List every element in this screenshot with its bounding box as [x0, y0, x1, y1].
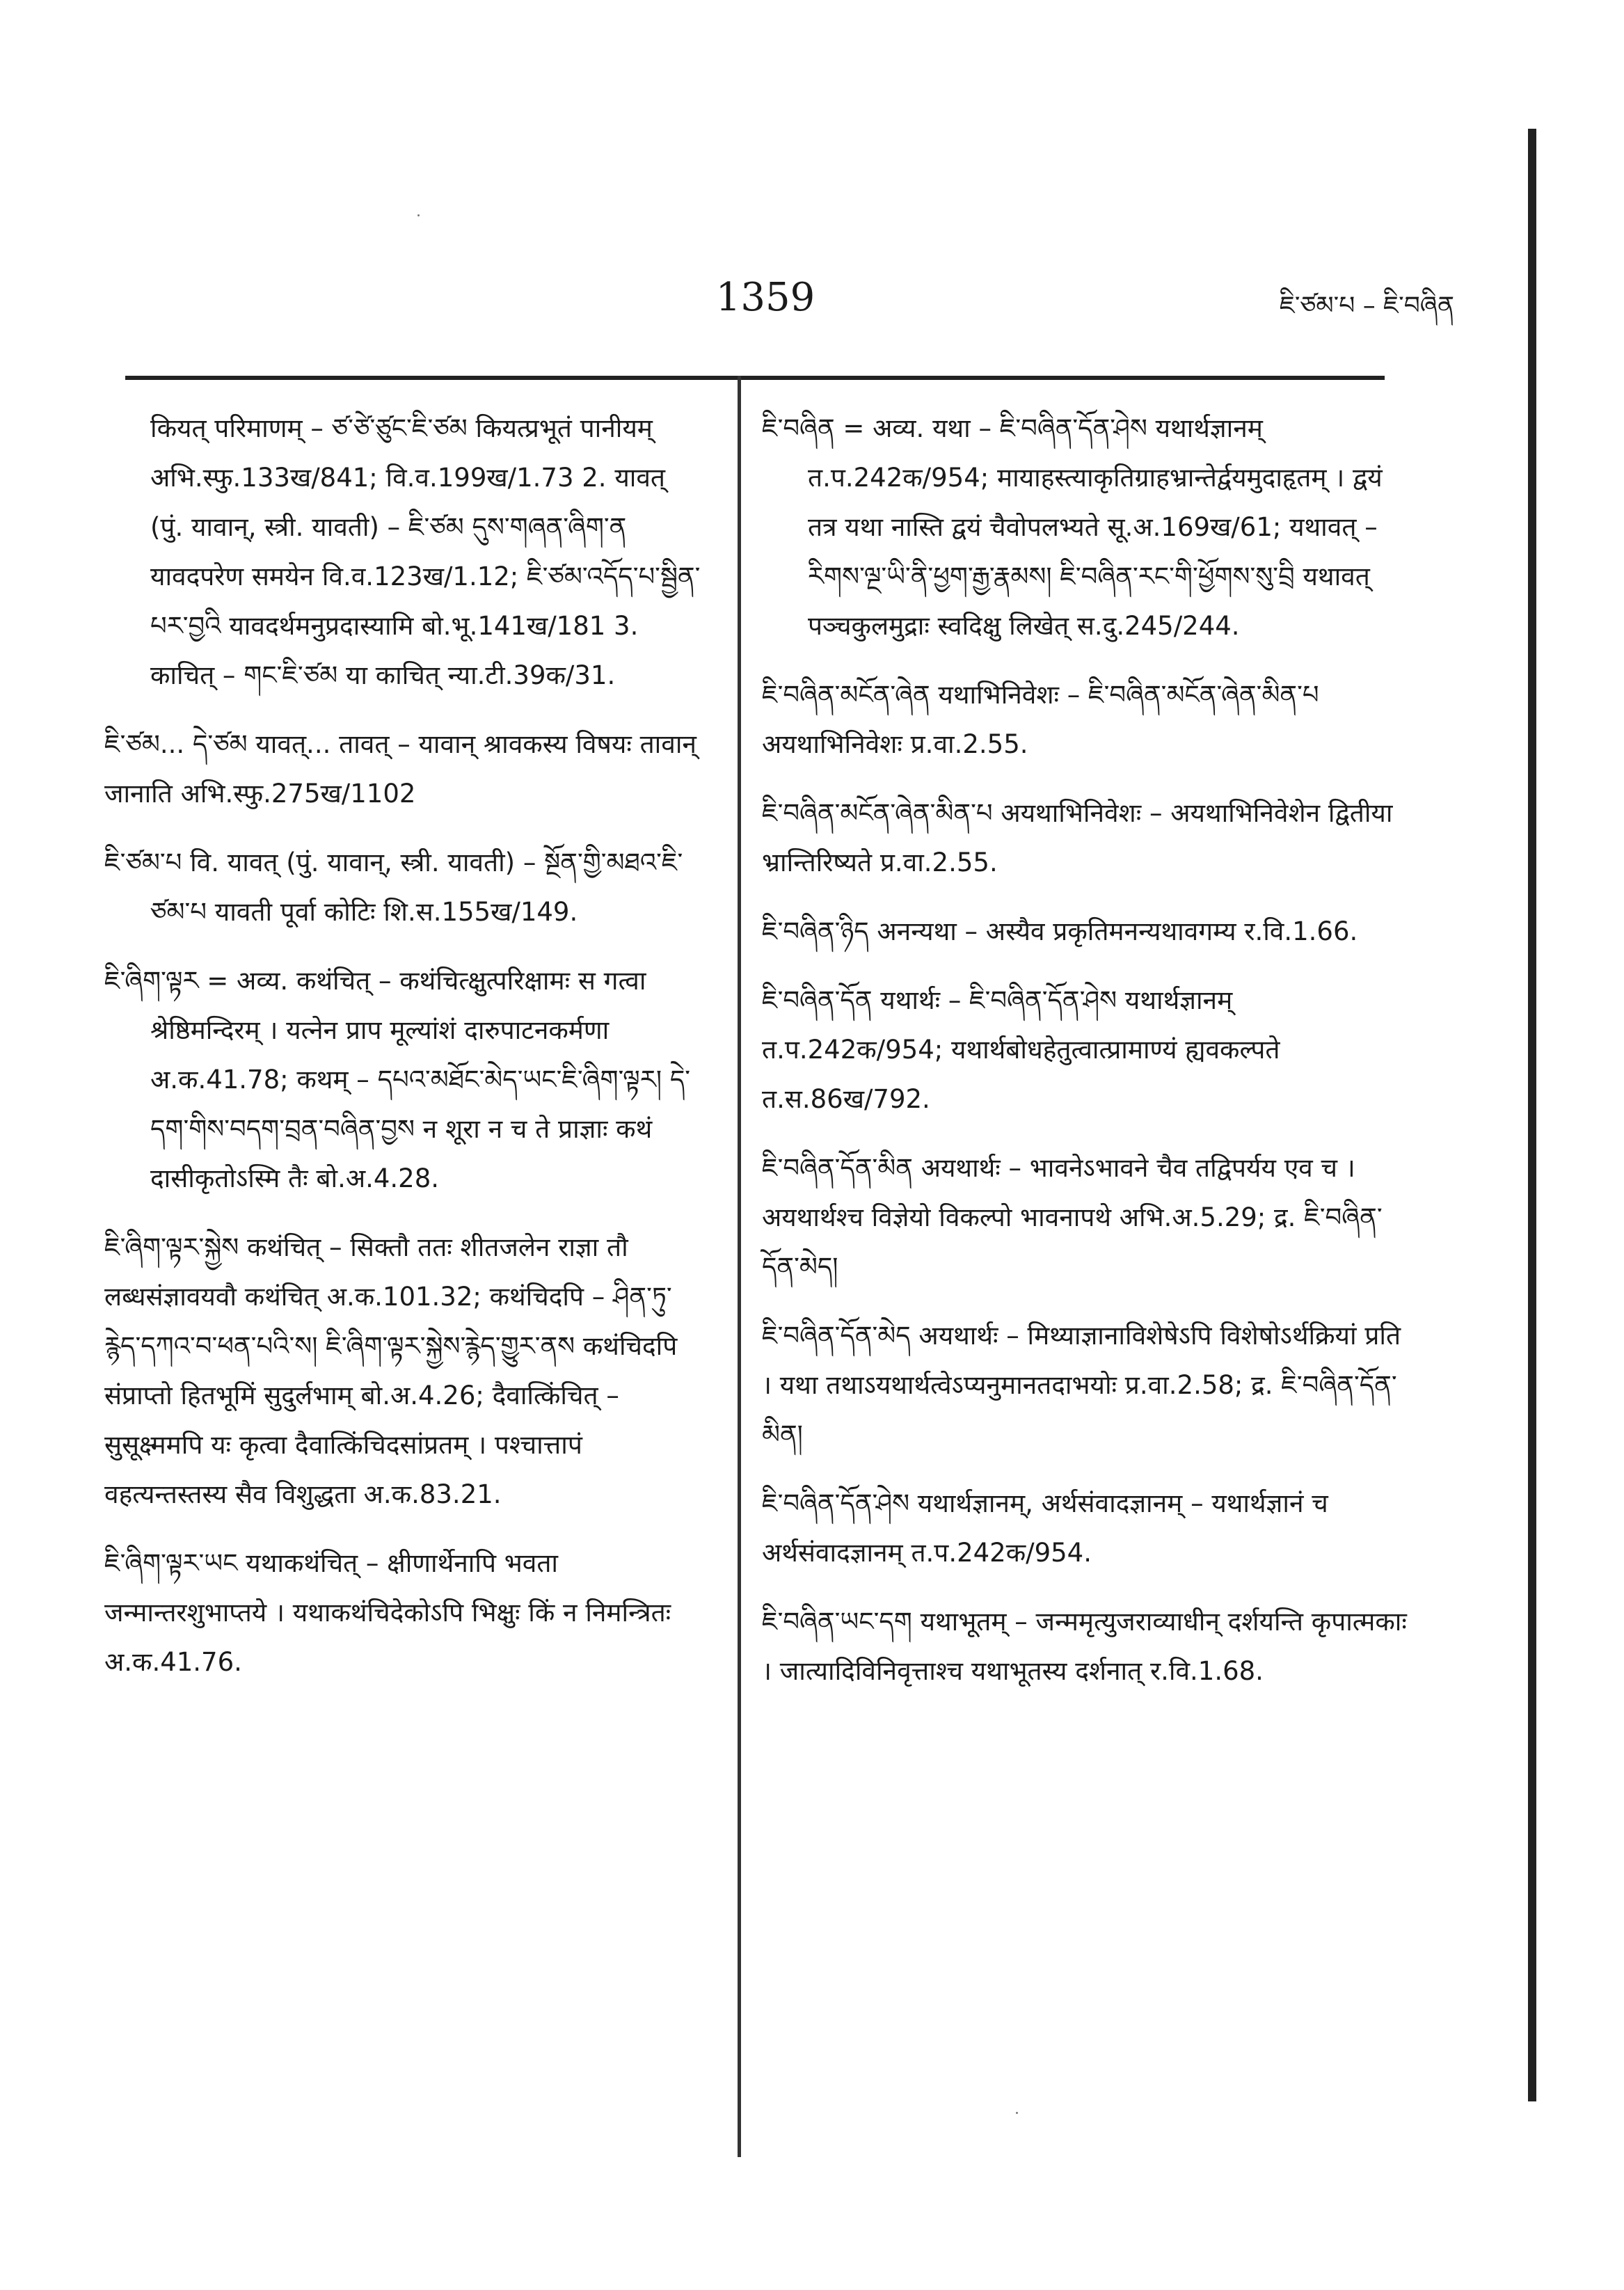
dictionary-entry: ཇི་བཞིན་ཡང་དག यथाभूतम् – जन्ममृत्युजराव्याधीन् दर्शयन्ति कृपात्मकाः । जात्यादिविनिवृत्ताश्च यथाभूतस्य दर्शनात् र.वि.1.68.: [762, 1607, 1407, 1686]
dictionary-entry: ཇི་བཞིན་མངོན་ཞེན यथाभिनिवेशः – ཇི་བཞིན་མངོན་ཞེན་མིན་པ अयथाभिनिवेशः प्र.वा.2.55.: [762, 680, 1319, 759]
column-divider: [738, 376, 741, 2157]
right-column: [762, 404, 1409, 1715]
running-head: ཇི་ཙམ་པ – ཇི་བཞིན: [1279, 292, 1454, 320]
page-number: 1359: [715, 275, 815, 320]
dictionary-entry: ཇི་བཞིན = अव्य. यथा – ཇི་བཞིན་དོན་ཤེས यथार्थज्ञानम् त.प.242क/954; मायाहस्त्याकृतिग्राहभ्रान्तेर्द्वयमुदाहृतम् । द्वयं तत्र यथा नास्ति द्वयं चैवोपलभ्यते सू.अ.169ख/61; यथावत् – རིགས་ལྔ་ཡི་ནི་ཕྱག་རྒྱ་རྣམས། ཇི་བཞིན་རང་གི་ཕྱོགས་སུ་བྲི यथावत् पञ्चकुलमुद्राः स्वदिक्षु लिखेत् स.दु.245/244.: [762, 413, 1383, 641]
scan-speck: [1016, 2112, 1018, 2114]
dictionary-entry: ཇི་བཞིན་དོན यथार्थः – ཇི་བཞིན་དོན་ཤེས यथार्थज्ञानम् त.प.242क/954; यथार्थबोधहेतुत्वात्प्रामाण्यं ह्यवकल्पते त.स.86ख/792.: [762, 985, 1280, 1114]
dictionary-entry: ཇི་ཞིག་ལྟར = अव्य. कथंचित् – कथंचित्क्षुत्परिक्षामः स गत्वा श्रेष्ठिमन्दिरम् । यत्नेन प्राप मूल्यांशं दारुपाटनकर्मणा अ.क.41.78; कथम् – དཔའ་མཐོང་མེད་ཡང་ཇི་ཞིག་ལྟར། དེ་དག་གིས་བདག་བྲན་བཞིན་བྱས न शूरा न च ते प्राज्ञाः कथं दासीकृतोऽस्मि तैः बो.अ.4.28.: [104, 966, 691, 1193]
scan-speck: [417, 214, 420, 216]
dictionary-entry: ཇི་ཙམ... དེ་ཙམ यावत्... तावत् – यावान् श्रावकस्य विषयः तावान् जानाति अभि.स्फु.275ख/1102: [104, 729, 696, 809]
dictionary-entry: ཇི་བཞིན་མངོན་ཞེན་མིན་པ अयथाभिनिवेशः – अयथाभिनिवेशेन द्वितीया भ्रान्तिरिष्यते प्र.वा.2.55.: [762, 798, 1393, 877]
dictionary-entry: ཇི་བཞིན་དོན་ཤེས यथार्थज्ञानम्, अर्थसंवादज्ञानम् – यथार्थज्ञानं च अर्थसंवादज्ञानम् त.प.242क/954.: [762, 1488, 1328, 1568]
left-column: [104, 404, 703, 1706]
header-rule: [125, 376, 1385, 380]
dictionary-entry: कियत् परिमाणम् – ཙ་ཙེ་ཙུང་ཇི་ཙམ कियत्प्रभूतं पानीयम् अभि.स्फु.133ख/841; वि.व.199ख/1.73 2. यावत् (पुं. यावान्, स्त्री. यावती) – ཇི་ཙམ དུས་གཞན་ཞིག་ན यावदपरेण समयेन वि.व.123ख/1.12; ཇི་ཙམ་འདོད་པ་སྦྱིན་པར་བྱའི यावदर्थमनुप्रदास्यामि बो.भू.141ख/181 3. काचित् – གང་ཇི་ཙམ या काचित् न्या.टी.39क/31.: [150, 413, 701, 690]
dictionary-entry: ཇི་བཞིན་དོན་མེད अयथार्थः – मिथ्याज्ञानाविशेषेऽपि विशेषोऽर्थक्रियां प्रति । यथा तथाऽयथार्थत्वेऽप्यनुमानतदाभयोः प्र.वा.2.58; द्र. ཇི་བཞིན་དོན་མིན།: [762, 1321, 1401, 1449]
margin-rule: [1528, 129, 1536, 2101]
dictionary-entry: ཇི་ཞིག་ལྟར་སྐྱེས कथंचित् – सिक्तौ ततः शीतजलेन राज्ञा तौ लब्धसंज्ञावयवौ कथंचित् अ.क.101.32; कथंचिदपि – ཤིན་ཏུ་རྙེད་དཀའ་བ་ཕན་པའི་ས། ཇི་ཞིག་ལྟར་སྐྱེས་རྙེད་གྱུར་ནས कथंचिदपि संप्राप्तो हितभूमिं सुदुर्लभाम् बो.अ.4.26; दैवात्किंचित् – सुसूक्ष्ममपि यः कृत्वा दैवात्किंचिदसांप्रतम् । पश्चात्तापं वहत्यन्तस्तस्य सैव विशुद्धता अ.क.83.21.: [104, 1232, 678, 1509]
dictionary-entry: ཇི་བཞིན་ཉིད अनन्यथा – अस्यैव प्रकृतिमनन्यथावगम्य र.वि.1.66.: [762, 916, 1358, 946]
dictionary-entry: ཇི་ཞིག་ལྟར་ཡང यथाकथंचित् – क्षीणार्थेनापि भवता जन्मान्तरशुभाप्तये । यथाकथंचिदेकोऽपि भिक्षुः किं न निमन्त्रितः अ.क.41.76.: [104, 1548, 671, 1677]
dictionary-entry: ཇི་ཙམ་པ वि. यावत् (पुं. यावान्, स्त्री. यावती) – སྔོན་གྱི་མཐའ་ཇི་ཙམ་པ यावती पूर्वा कोटिः शि.स.155ख/149.: [104, 848, 683, 927]
dictionary-entry: ཇི་བཞིན་དོན་མིན अयथार्थः – भावनेऽभावने चैव तद्विपर्यय एव च । अयथार्थश्च विज्ञेयो विकल्पो भावनापथे अभि.अ.5.29; द्र. ཇི་བཞིན་དོན་མེད།: [762, 1153, 1383, 1282]
